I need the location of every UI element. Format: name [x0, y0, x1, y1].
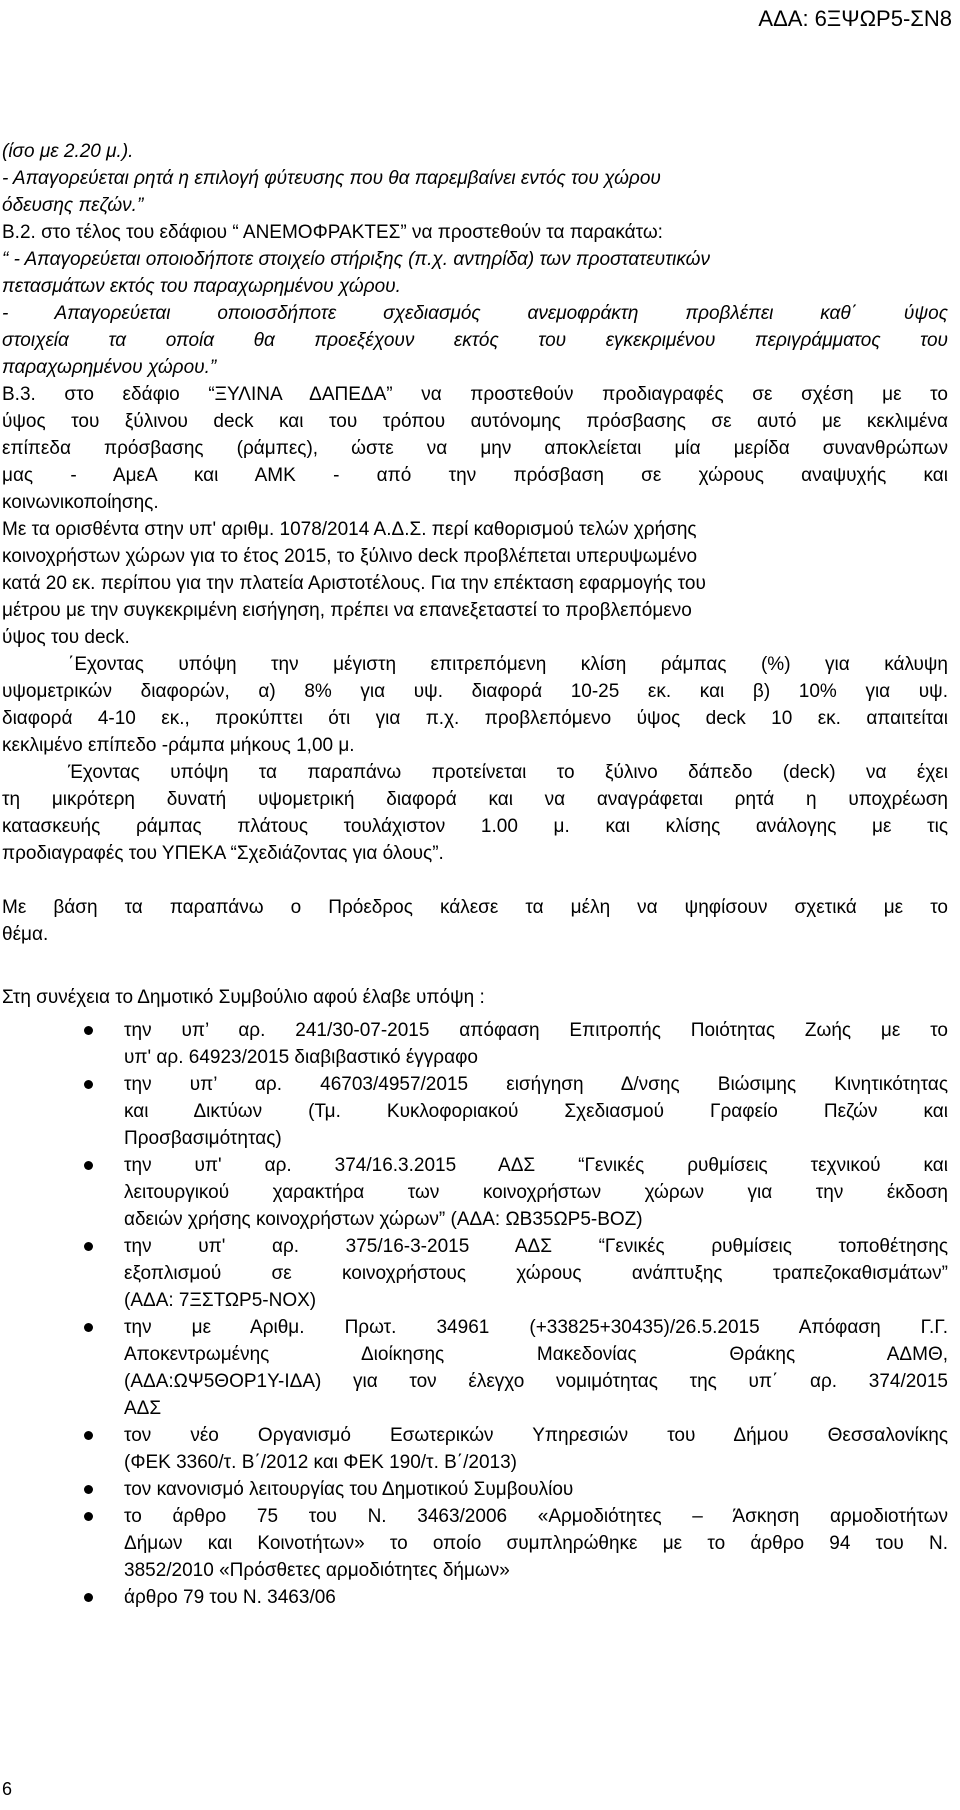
text-line: επίπεδα πρόσβασης (ράμπες), ώστε να μην αποκλείεται μία μερίδα συνανθρώπων — [2, 438, 948, 459]
text-line: μας - ΑμεΑ και ΑΜΚ - από την πρόσβαση σε χώρους αναψυχής και — [2, 465, 948, 486]
bullet-item — [2, 1584, 948, 1611]
bullet-dot-icon — [84, 1323, 93, 1332]
text-line: - Απαγορεύεται ρητά η επιλογή φύτευσης που θα παρεμβαίνει εντός του χώρου — [2, 168, 661, 189]
text-line: στοιχεία τα οποία θα προεξέχουν εκτός του εγκεκριμένου περιγράμματος του — [2, 330, 948, 351]
bullet-line: 3852/2010 «Πρόσθετες αρμοδιότητες δήμων» — [124, 1560, 510, 1581]
considerations-list — [2, 1017, 948, 1611]
section-b3 — [2, 381, 948, 651]
council-intro: Στη συνέχεια το Δημοτικό Συμβούλιο αφού έλαβε υπόψη : — [2, 987, 485, 1008]
text-line: τη μικρότερη δυνατή υψομετρική διαφορά και να αναγράφεται ρητά η υποχρέωση — [2, 789, 948, 810]
text-line: Β.2. στο τέλος του εδάφιου “ ΑΝΕΜΟΦΡΑΚΤΕΣ” να προστεθούν τα παρακάτω: — [2, 222, 663, 243]
bullet-line: Προσβασιμότητας) — [124, 1128, 282, 1149]
bullet-line: λειτουργικού χαρακτήρα των κοινοχρήστων χώρων για την έκδοση — [124, 1182, 948, 1203]
bullet-dot-icon — [84, 1242, 93, 1251]
text-line: μέτρου με την συγκεκριμένη εισήγηση, πρέπει να επανεξεταστεί το προβλεπόμενο — [2, 600, 692, 621]
text-line: διαφορά 4-10 εκ., προκύπτει ότι για π.χ. προβλεπόμενο ύψος deck 10 εκ. απαιτείται — [2, 708, 948, 729]
bullet-dot-icon — [84, 1080, 93, 1089]
text-line: πετασμάτων εκτός του παραχωρημένου χώρου. — [2, 276, 401, 297]
bullet-line: (ΦΕΚ 3360/τ. Β΄/2012 και ΦΕΚ 190/τ. Β΄/2013) — [124, 1452, 517, 1473]
paragraph-proposal — [2, 759, 948, 867]
document-body — [2, 138, 948, 1611]
bullet-line: την υπ' αρ. 375/16-3-2015 ΑΔΣ “Γενικές ρυθμίσεις τοποθέτησης — [124, 1236, 948, 1257]
bullet-item — [2, 1152, 948, 1233]
bullet-line: υπ' αρ. 64923/2015 διαβιβαστικό έγγραφο — [124, 1047, 478, 1068]
bullet-item — [2, 1017, 948, 1071]
bullet-line: την υπ' αρ. 374/16.3.2015 ΑΔΣ “Γενικές ρυθμίσεις τεχνικού και — [124, 1155, 948, 1176]
bullet-line: τον κανονισμό λειτουργίας του Δημοτικού Συμβουλίου — [124, 1479, 574, 1500]
bullet-line: (ΑΔΑ: 7ΞΣΤΩΡ5-ΝΟΧ) — [124, 1290, 317, 1311]
ada-header: ΑΔΑ: 6ΞΨΩΡ5-ΣΝ8 — [758, 6, 952, 31]
text-line: κοινωνικοποίησης. — [2, 492, 159, 513]
text-line: (ίσο με 2.20 μ.). — [2, 141, 134, 162]
text-line: “ - Απαγορεύεται οποιοδήποτε στοιχείο στήριξης (π.χ. αντηρίδα) των προστατευτικών — [2, 249, 710, 270]
bullet-line: και Δικτύων (Τμ. Κυκλοφοριακού Σχεδιασμού Γραφείο Πεζών και — [124, 1101, 948, 1122]
text-line: όδευσης πεζών.” — [2, 195, 144, 216]
bullet-dot-icon — [84, 1512, 93, 1521]
bullet-dot-icon — [84, 1485, 93, 1494]
bullet-line: αδειών χρήσης κοινοχρήστων χώρων” (ΑΔΑ: ΩΒ35ΩΡ5-ΒΟΖ) — [124, 1209, 643, 1230]
text-line: υψομετρικών διαφορών, α) 8% για υψ. διαφορά 10-25 εκ. και β) 10% για υψ. — [2, 681, 948, 702]
bullet-line: τον νέο Οργανισμό Εσωτερικών Υπηρεσιών του Δήμου Θεσσαλονίκης — [124, 1425, 948, 1446]
spacer — [2, 867, 948, 894]
bullet-item — [2, 1422, 948, 1476]
paragraph-vote — [2, 894, 948, 948]
bullet-item — [2, 1233, 948, 1314]
text-line: Με τα ορισθέντα στην υπ' αριθμ. 1078/2014 Α.Δ.Σ. περί καθορισμού τελών χρήσης — [2, 519, 697, 540]
text-line: προδιαγραφές του ΥΠΕΚΑ “Σχεδιάζοντας για όλους”. — [2, 843, 444, 864]
text-line: Β.3. στο εδάφιο “ΞΥΛΙΝΑ ΔΑΠΕΔΑ” να προστεθούν προδιαγραφές σε σχέση με το — [2, 384, 948, 405]
bullet-line: Δήμων και Κοινοτήτων» το οποίο συμπληρώθηκε με το άρθρο 94 του Ν. — [124, 1533, 948, 1554]
text-line: θέμα. — [2, 924, 49, 945]
bullet-line: ΑΔΣ — [124, 1398, 162, 1419]
section-b2 — [2, 219, 948, 381]
text-line: κοινοχρήστων χώρων για το έτος 2015, το ξύλινο deck προβλέπεται υπερυψωμένο — [2, 546, 698, 567]
text-line: κατά 20 εκ. περίπου για την πλατεία Αριστοτέλους. Για την επέκταση εφαρμογής του — [2, 573, 706, 594]
bullet-line: (ΑΔΑ:ΩΨ5ΘΟΡ1Υ-ΙΔΑ) για τον έλεγχο νομιμότητας της υπ΄ αρ. 374/2015 — [124, 1371, 948, 1392]
text-line: ύψος του deck. — [2, 627, 130, 648]
paragraph-ramp — [2, 651, 948, 759]
bullet-line: Αποκεντρωμένης Διοίκησης Μακεδονίας Θράκης ΑΔΜΘ, — [124, 1344, 948, 1365]
spacer — [2, 948, 948, 984]
bullet-dot-icon — [84, 1593, 93, 1602]
bullet-dot-icon — [84, 1431, 93, 1440]
bullet-line: την υπ’ αρ. 241/30-07-2015 απόφαση Επιτροπής Ποιότητας Ζωής με το — [124, 1020, 948, 1041]
bullet-line: άρθρο 79 του Ν. 3463/06 — [124, 1587, 336, 1608]
bullet-dot-icon — [84, 1161, 93, 1170]
bullet-item — [2, 1503, 948, 1584]
bullet-item — [2, 1476, 948, 1503]
bullet-dot-icon — [84, 1026, 93, 1035]
text-line: κατασκευής ράμπας πλάτους τουλάχιστον 1.00 μ. και κλίσης ανάλογης με τις — [2, 816, 948, 837]
text-line: παραχωρημένου χώρου.” — [2, 357, 217, 378]
text-line: ύψος του ξύλινου deck και του τρόπου αυτόνομης πρόσβασης σε αυτό με κεκλιμένα — [2, 411, 948, 432]
text-line: Έχοντας υπόψη τα παραπάνω προτείνεται το ξύλινο δάπεδο (deck) να έχει — [68, 762, 948, 783]
text-line: κεκλιμένο επίπεδο -ράμπα μήκους 1,00 μ. — [2, 735, 355, 756]
text-line: Με βάση τα παραπάνω ο Πρόεδρος κάλεσε τα μέλη να ψηφίσουν σχετικά με το — [2, 897, 948, 918]
text-line: ΄Εχοντας υπόψη την μέγιστη επιτρεπόμενη κλίση ράμπας (%) για κάλυψη — [68, 654, 948, 675]
bullet-line: εξοπλισμού σε κοινοχρήστους χώρους ανάπτυξης τραπεζοκαθισμάτων” — [124, 1263, 948, 1284]
bullet-item — [2, 1071, 948, 1152]
bullet-line: την υπ’ αρ. 46703/4957/2015 εισήγηση Δ/νσης Βιώσιμης Κινητικότητας — [124, 1074, 948, 1095]
page-number: 6 — [2, 1779, 13, 1799]
bullet-line: την με Αριθμ. Πρωτ. 34961 (+33825+30435)/26.5.2015 Απόφαση Γ.Γ. — [124, 1317, 948, 1338]
bullet-item — [2, 1314, 948, 1422]
bullet-line: το άρθρο 75 του Ν. 3463/2006 «Αρμοδιότητες – Άσκηση αρμοδιοτήτων — [124, 1506, 948, 1527]
italic-block-1 — [2, 138, 948, 219]
text-line: - Απαγορεύεται οποιοσδήποτε σχεδιασμός ανεμοφράκτη προβλέπει καθ΄ ύψος — [2, 303, 948, 324]
